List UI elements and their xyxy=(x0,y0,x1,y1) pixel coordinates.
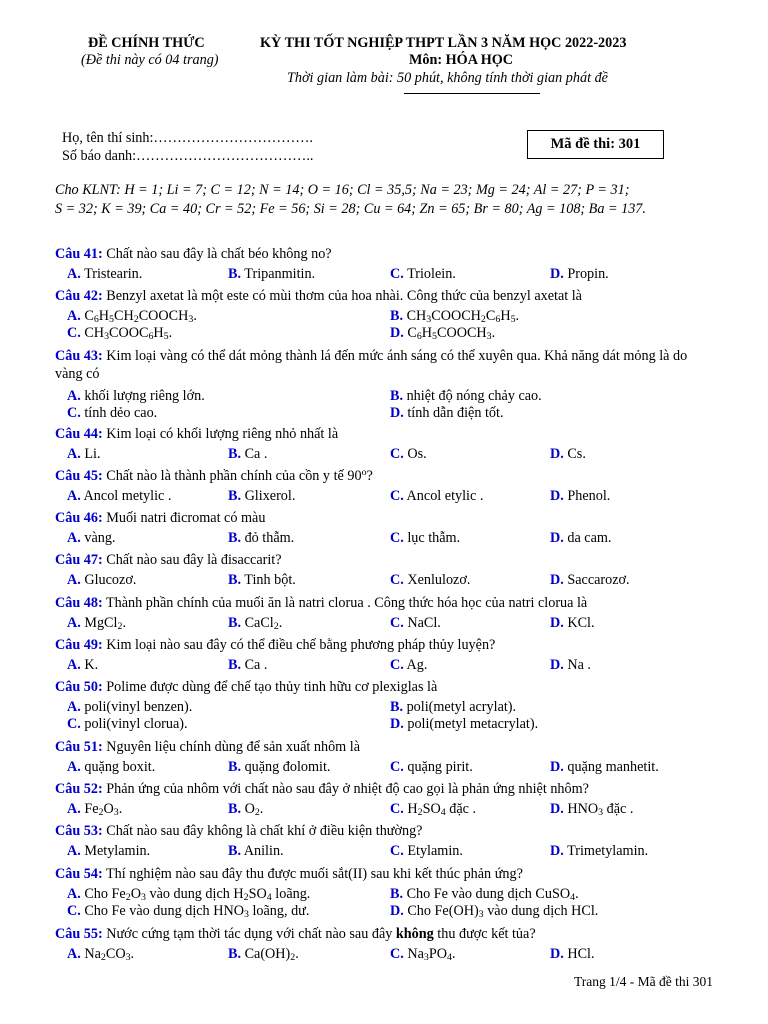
answer-option-c: C. Ag. xyxy=(390,657,428,673)
answer-option-a: A. vàng. xyxy=(67,530,116,546)
answer-option-d: D. Phenol. xyxy=(550,488,611,504)
question-stem: Câu 54: Thí nghiệm nào sau đây thu được muối sắt(II) sau khi kết thúc phản ứng? xyxy=(55,866,523,882)
answer-option-c: C. $Na_3PO_4$. xyxy=(390,946,456,963)
question-stem: Câu 41: Chất nào sau đây là chất béo không no? xyxy=(55,246,332,262)
question-number: Câu 49: xyxy=(55,637,103,653)
question-stem: Câu 42: Benzyl axetat là một este có mùi thơm của hoa nhài. Công thức của benzyl axetat là xyxy=(55,288,582,304)
answer-option-d: D. Saccarozơ. xyxy=(550,572,630,588)
question-number: Câu 42: xyxy=(55,288,103,304)
answer-option-a: A. K. xyxy=(67,657,99,673)
answer-option-c: C. lục thẫm. xyxy=(390,530,461,546)
answer-option-b: B. Ca . xyxy=(228,657,268,673)
answer-option-a: A. $C_6H_5CH_2COOCH_3$. xyxy=(67,308,197,325)
answer-option-a: A. Glucozơ. xyxy=(67,572,137,588)
answer-option-c: C. $CH_3COOC_6H_5$. xyxy=(67,325,173,342)
question-number: Câu 52: xyxy=(55,781,103,797)
question-number: Câu 46: xyxy=(55,510,103,526)
question-stem: Câu 50: Polime được dùng để chế tạo thủy tinh hữu cơ plexiglas là xyxy=(55,679,438,695)
answer-option-a: A. poli(vinyl benzen). xyxy=(67,699,193,715)
question-stem: Câu 48: Thành phần chính của muối ăn là natri clorua . Công thức hóa học của natri clorua là xyxy=(55,595,588,611)
exam-code-box: Mã đề thi: 301 xyxy=(527,130,664,159)
atomic-masses-line: Cho KLNT: H = 1; Li = 7; C = 12; N = 14; O = 16; Cl = 35,5; Na = 23; Mg = 24; Al = 27; P = 31; xyxy=(55,182,630,198)
answer-option-a: A. MgCl$_2$. xyxy=(67,615,126,632)
answer-option-b: B. đỏ thẫm. xyxy=(228,530,295,546)
answer-option-c: C. Cho Fe vào dung dịch $HNO_3$ loãng, dư. xyxy=(67,903,310,920)
answer-option-a: A. Metylamin. xyxy=(67,843,151,859)
header-divider xyxy=(404,93,540,94)
answer-option-a: A. Li. xyxy=(67,446,101,462)
answer-option-c: C. poli(vinyl clorua). xyxy=(67,716,188,732)
answer-option-c: C. Ancol etylic . xyxy=(390,488,484,504)
answer-option-c: C. Xenlulozơ. xyxy=(390,572,471,588)
answer-option-b: B. $CH_3COOCH_2C_6H_5$. xyxy=(390,308,520,325)
question-number: Câu 55: xyxy=(55,926,103,942)
atomic-masses-line: S = 32; K = 39; Ca = 40; Cr = 52; Fe = 56; Si = 28; Cu = 64; Zn = 65; Br = 80; Ag = 108; Ba = 137. xyxy=(55,201,646,217)
answer-option-c: C. $H_2SO_4$ đặc . xyxy=(390,801,477,818)
page-count-note: (Đề thi này có 04 trang) xyxy=(81,52,219,68)
answer-option-a: A. $Na_2CO_3$. xyxy=(67,946,135,963)
answer-option-d: D. HCl. xyxy=(550,946,595,962)
question-stem: Câu 55: Nước cứng tạm thời tác dụng với chất nào sau đây không thu được kết tủa? xyxy=(55,926,536,942)
answer-option-d: D. Na . xyxy=(550,657,591,673)
answer-option-c: C. Os. xyxy=(390,446,427,462)
question-stem: Câu 49: Kim loại nào sau đây có thể điều chế bằng phương pháp thủy luyện? xyxy=(55,637,496,653)
answer-option-d: D. Cho $Fe(OH)_3$ vào dung dịch HCl. xyxy=(390,903,599,920)
answer-option-a: A. khối lượng riêng lớn. xyxy=(67,388,205,404)
question-stem: Câu 45: Chất nào là thành phần chính của cồn y tế 90$^o$? xyxy=(55,467,373,484)
answer-option-a: A. Tristearin. xyxy=(67,266,143,282)
answer-option-b: B. $Ca(OH)_2$. xyxy=(228,946,299,963)
question-number: Câu 41: xyxy=(55,246,103,262)
answer-option-d: D. Trimetylamin. xyxy=(550,843,649,859)
question-stem: Câu 43: Kim loại vàng có thể dát mỏng thành lá đến mức ánh sáng có thể xuyên qua. Khả năng dát mỏng là do vàng có xyxy=(55,348,688,382)
answer-option-d: D. KCl. xyxy=(550,615,595,631)
question-stem: Câu 44: Kim loại có khối lượng riêng nhỏ nhất là xyxy=(55,426,339,442)
answer-option-b: B. Tripanmitin. xyxy=(228,266,316,282)
question-number: Câu 51: xyxy=(55,739,103,755)
answer-option-c: C. Triolein. xyxy=(390,266,456,282)
answer-option-d: D. da cam. xyxy=(550,530,612,546)
answer-option-a: A. quặng boxit. xyxy=(67,759,156,775)
answer-option-b: B. poli(metyl acrylat). xyxy=(390,699,517,715)
answer-option-b: B. Glixerol. xyxy=(228,488,296,504)
question-number: Câu 54: xyxy=(55,866,103,882)
question-stem: Câu 52: Phản ứng của nhôm với chất nào sau đây ở nhiệt độ cao gọi là phản ứng nhiệt nhôm? xyxy=(55,781,589,797)
answer-option-d: D. $HNO_3$ đặc . xyxy=(550,801,634,818)
answer-option-d: D. $C_6H_5COOCH_3$. xyxy=(390,325,496,342)
page-footer: Trang 1/4 - Mã đề thi 301 xyxy=(574,974,713,989)
candidate-name-line: Họ, tên thí sinh:……………………………. xyxy=(62,130,314,146)
question-number: Câu 45: xyxy=(55,468,103,484)
answer-option-c: C. NaCl. xyxy=(390,615,441,631)
answer-option-a: A. $Fe_2O_3$. xyxy=(67,801,123,818)
answer-option-d: D. poli(metyl metacrylat). xyxy=(390,716,539,732)
question-stem: Câu 51: Nguyên liệu chính dùng để sản xuất nhôm là xyxy=(55,739,360,755)
answer-option-b: B. nhiệt độ nóng chảy cao. xyxy=(390,388,542,404)
candidate-id-line: Số báo danh:……………………………….. xyxy=(62,148,314,164)
question-number: Câu 53: xyxy=(55,823,103,839)
answer-option-c: C. Etylamin. xyxy=(390,843,463,859)
answer-option-b: B. CaCl$_2$. xyxy=(228,615,283,632)
answer-option-b: B. Anilin. xyxy=(228,843,284,859)
official-label: ĐỀ CHÍNH THỨC xyxy=(88,35,205,51)
answer-option-d: D. quặng manhetit. xyxy=(550,759,659,775)
answer-option-d: D. Cs. xyxy=(550,446,586,462)
question-number: Câu 50: xyxy=(55,679,103,695)
answer-option-a: A. Cho $Fe_2O_3$ vào dung dịch $H_2SO_4$ loãng. xyxy=(67,886,311,903)
question-number: Câu 47: xyxy=(55,552,103,568)
answer-option-b: B. Cho Fe vào dung dịch CuSO$_4$. xyxy=(390,886,579,903)
question-number: Câu 48: xyxy=(55,595,103,611)
answer-option-a: A. Ancol metylic . xyxy=(67,488,172,504)
question-number: Câu 44: xyxy=(55,426,103,442)
exam-title: KỲ THI TỐT NGHIỆP THPT LẦN 3 NĂM HỌC 2022-2023 xyxy=(260,35,627,51)
question-stem: Câu 53: Chất nào sau đây không là chất khí ở điều kiện thường? xyxy=(55,823,423,839)
answer-option-c: C. quặng pirit. xyxy=(390,759,473,775)
answer-option-b: B. Ca . xyxy=(228,446,268,462)
atomic-masses xyxy=(55,181,715,219)
answer-option-d: D. tính dẫn điện tốt. xyxy=(390,405,504,421)
question-number: Câu 43: xyxy=(55,348,103,364)
exam-duration: Thời gian làm bài: 50 phút, không tính thời gian phát đề xyxy=(287,70,608,86)
answer-option-d: D. Propin. xyxy=(550,266,609,282)
subject-title: Môn: HÓA HỌC xyxy=(409,52,514,68)
question-stem: Câu 46: Muối natri đicromat có màu xyxy=(55,510,266,526)
answer-option-b: B. Tinh bột. xyxy=(228,572,296,588)
question-stem: Câu 47: Chất nào sau đây là đisaccarit? xyxy=(55,552,282,568)
answer-option-b: B. quặng đolomit. xyxy=(228,759,331,775)
answer-option-b: B. $O_2$. xyxy=(228,801,264,818)
answer-option-c: C. tính dẻo cao. xyxy=(67,405,158,421)
